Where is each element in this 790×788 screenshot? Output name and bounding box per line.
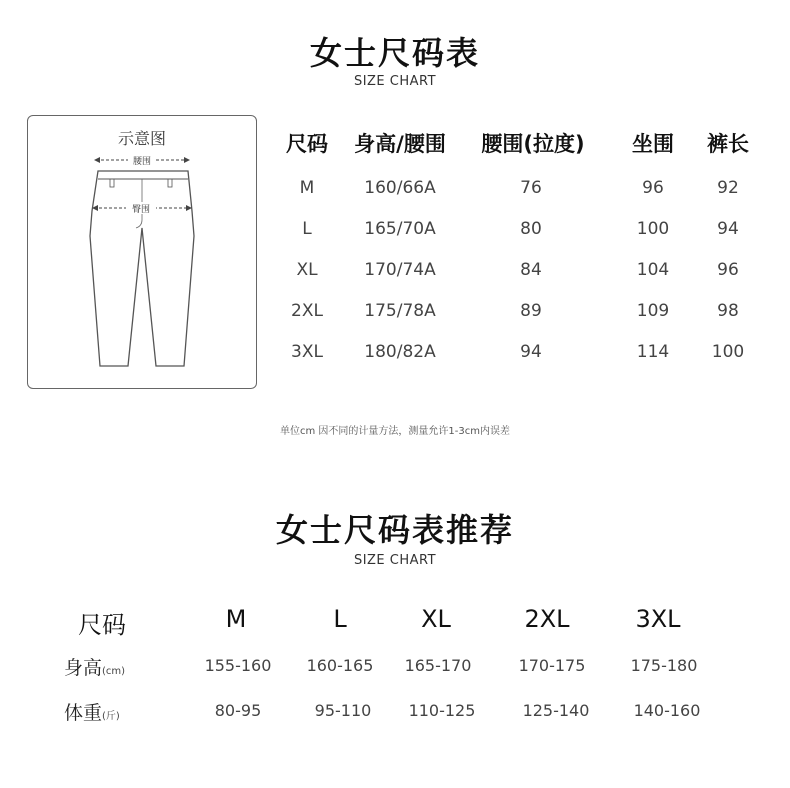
- cell-hip: 109: [636, 301, 670, 321]
- cell-size: XL: [296, 260, 318, 280]
- waist-label: 腰围: [132, 157, 151, 167]
- cell-height-waist: 170/74A: [364, 260, 436, 280]
- cell-length: 96: [717, 260, 739, 280]
- cell-size: 3XL: [291, 342, 323, 362]
- header-waist-stretch: 腰围(拉度): [481, 132, 585, 156]
- cell-hip: 104: [636, 260, 670, 280]
- height-value: 165-170: [404, 656, 472, 675]
- weight-value: 110-125: [408, 701, 476, 720]
- weight-value: 80-95: [214, 701, 262, 720]
- size-xl: XL: [421, 605, 451, 633]
- chart1-title: 女士尺码表: [309, 34, 480, 72]
- cell-height-waist: 175/78A: [364, 301, 436, 321]
- height-value: 170-175: [518, 656, 586, 675]
- weight-value: 95-110: [314, 701, 372, 720]
- chart1-subtitle: SIZE CHART: [353, 74, 437, 89]
- chart2-subtitle: SIZE CHART: [353, 553, 437, 568]
- header-height-waist: 身高/腰围: [354, 132, 446, 156]
- size-3xl: 3XL: [635, 605, 681, 633]
- cell-waist: 80: [520, 219, 542, 239]
- size-m: M: [225, 605, 247, 633]
- cell-waist: 84: [520, 260, 542, 280]
- cell-waist: 76: [520, 178, 542, 198]
- weight-unit: (斤): [102, 711, 120, 722]
- weight-label: 体重(斤): [64, 702, 120, 724]
- cell-size: M: [299, 178, 315, 198]
- cell-length: 94: [717, 219, 739, 239]
- measurement-note: 单位cm 因不同的计量方法，测量允许1-3cm内误差: [280, 426, 510, 437]
- chart2-title: 女士尺码表推荐: [275, 511, 514, 549]
- header-size: 尺码: [286, 132, 328, 156]
- size-l: L: [333, 605, 347, 633]
- cell-height-waist: 165/70A: [364, 219, 436, 239]
- size-2xl: 2XL: [524, 605, 570, 633]
- cell-height-waist: 160/66A: [364, 178, 436, 198]
- cell-length: 92: [717, 178, 739, 198]
- cell-size: 2XL: [291, 301, 323, 321]
- hip-label: 臀围: [131, 205, 150, 215]
- cell-hip: 114: [636, 342, 670, 362]
- header-size: 尺码: [78, 611, 126, 639]
- diagram-label: 示意图: [117, 129, 166, 148]
- cell-length: 98: [717, 301, 739, 321]
- cell-height-waist: 180/82A: [364, 342, 436, 362]
- pants-diagram: [27, 115, 257, 389]
- header-length: 裤长: [707, 132, 749, 156]
- weight-value: 125-140: [522, 701, 590, 720]
- height-value: 160-165: [306, 656, 374, 675]
- cell-size: L: [302, 219, 312, 239]
- height-unit: (cm): [102, 666, 126, 677]
- cell-hip: 100: [636, 219, 670, 239]
- cell-waist: 89: [520, 301, 542, 321]
- height-value: 155-160: [204, 656, 272, 675]
- height-value: 175-180: [630, 656, 698, 675]
- cell-hip: 96: [642, 178, 664, 198]
- cell-length: 100: [711, 342, 745, 362]
- weight-value: 140-160: [633, 701, 701, 720]
- height-label: 身高(cm): [64, 657, 126, 679]
- cell-waist: 94: [520, 342, 542, 362]
- header-hip: 坐围: [632, 132, 674, 156]
